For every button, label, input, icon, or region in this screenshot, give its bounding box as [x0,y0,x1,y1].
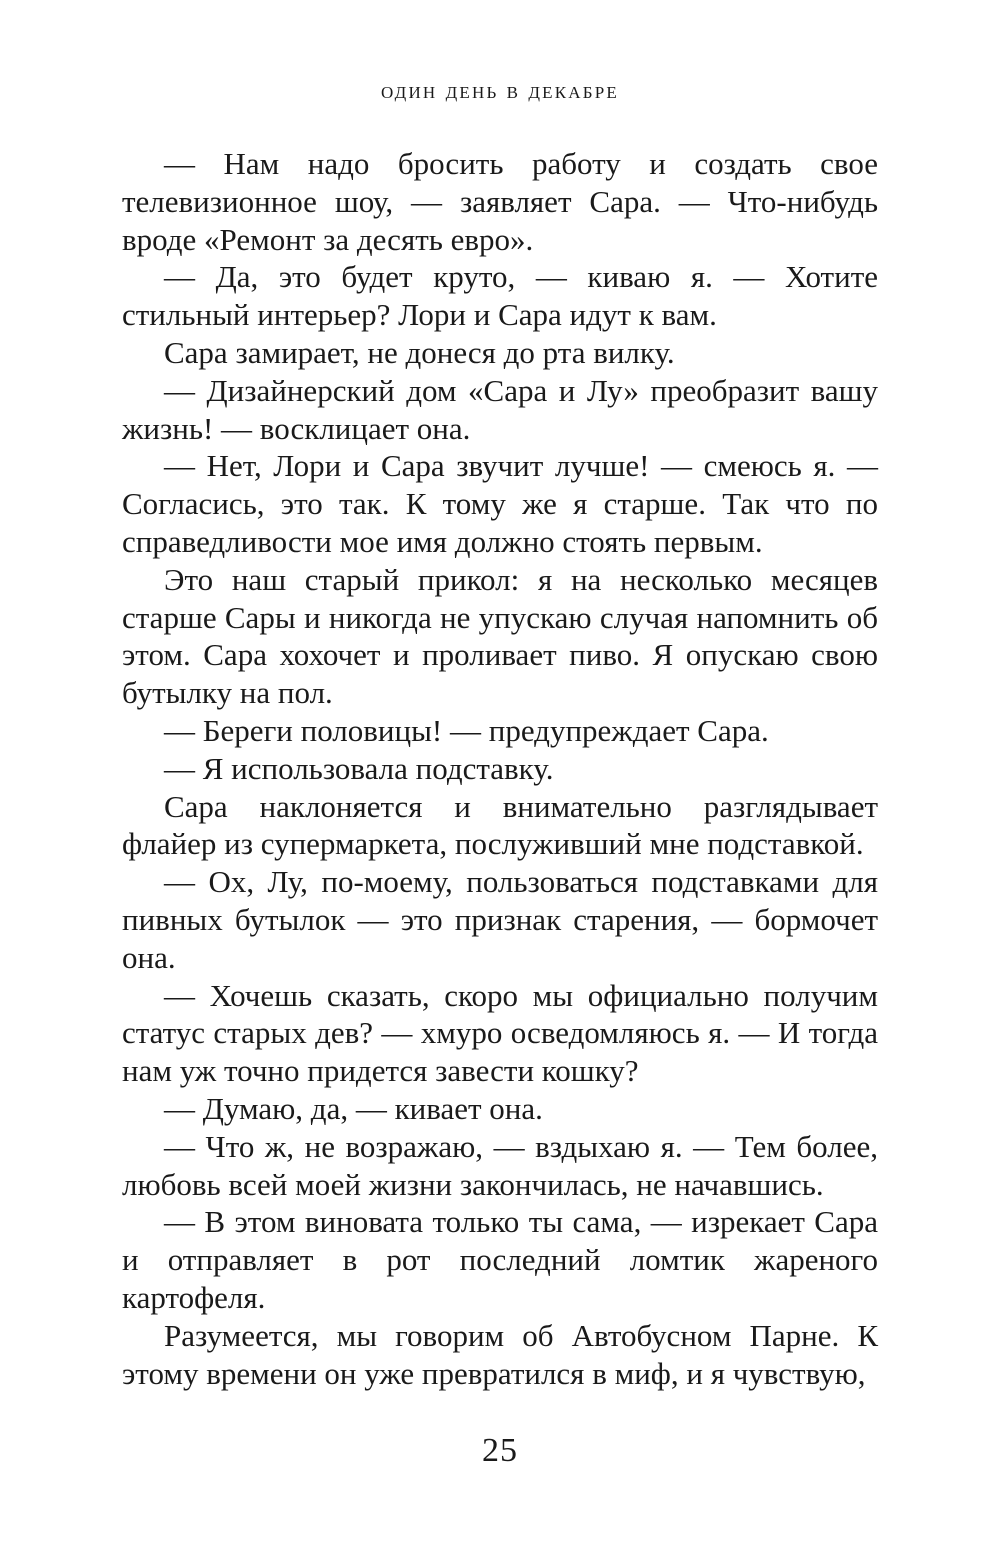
paragraph: Сара замирает, не донеся до рта вилку. [164,334,675,370]
paragraph: — В этом виновата только ты сама, — изрекает Сара и отправляет в рот последний ломтик жареного картофеля. [122,1204,878,1315]
paragraph: — Дизайнерский дом «Сара и Лу» преобразит вашу жизнь! — восклицает она. [122,372,878,446]
paragraph: — Я использовала подставку. [164,750,554,786]
paragraph: Сара наклоняется и внимательно разглядывает флайер из супермаркета, послуживший мне подставкой. [122,788,878,862]
paragraph: Это наш старый прикол: я на несколько месяцев старше Сары и никогда не упускаю случая напомнить об этом. Сара хохочет и проливает пиво. Я опускаю свою бутылку на пол. [122,561,878,711]
paragraph: — Нам надо бросить работу и создать свое телевизионное шоу, — заявляет Сара. — Что-нибудь вроде «Ремонт за десять евро». [122,146,878,257]
running-head: один день в декабре [381,78,619,104]
paragraph: — Да, это будет круто, — киваю я. — Хотите стильный интерьер? Лори и Сара идут к вам. [122,259,878,333]
body-text [122,145,878,1392]
page-number: 25 [482,1432,518,1469]
paragraph: — Что ж, не возражаю, — вздыхаю я. — Тем более, любовь всей моей жизни закончилась, не начавшись. [122,1128,878,1202]
paragraph: — Нет, Лори и Сара звучит лучше! — смеюсь я. — Согласись, это так. К тому же я старше. Так что по справедливости мое имя должно стоять первым. [122,448,878,559]
paragraph: — Хочешь сказать, скоро мы официально получим статус старых дев? — хмуро осведомляюсь я. — И тогда нам уж точно придется завести кошку? [122,977,878,1089]
paragraph: — Ох, Лу, по-моему, пользоваться подставками для пивных бутылок — это признак старения, — бормочет она. [122,864,878,975]
paragraph: — Береги половицы! — предупреждает Сара. [164,712,769,748]
paragraph: — Думаю, да, — кивает она. [164,1090,543,1126]
paragraph: Разумеется, мы говорим об Автобусном Парне. К этому времени он уже превратился в миф, и я чувствую, [122,1317,878,1391]
